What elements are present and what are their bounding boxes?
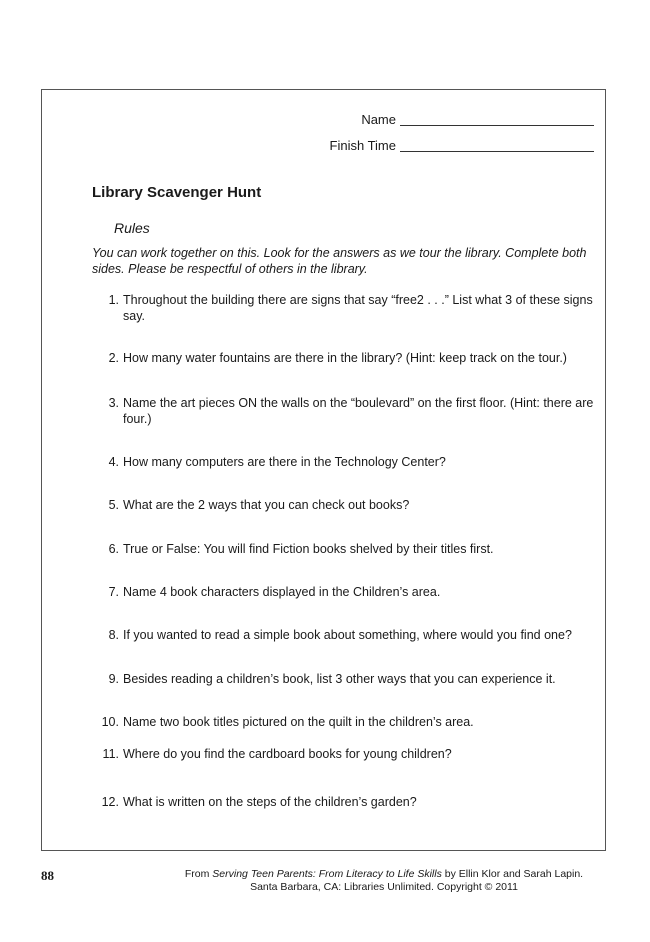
- question-text: Name the art pieces ON the walls on the “boulevard” on the first floor. (Hint: there are four.): [123, 396, 594, 426]
- question-text: How many computers are there in the Technology Center?: [123, 455, 446, 469]
- credit-publisher: Santa Barbara, CA: Libraries Unlimited. Copyright © 2011: [250, 881, 518, 893]
- name-field: [0, 112, 650, 128]
- question-number: 8.: [108, 628, 119, 642]
- question-text: Throughout the building there are signs that say “free2 . . .” List what 3 of these signs say.: [123, 293, 593, 323]
- question-text: Name two book titles pictured on the quilt in the children’s area.: [123, 715, 474, 729]
- question-text: If you wanted to read a simple book about something, where would you find one?: [123, 628, 572, 642]
- question-number: 12.: [101, 795, 119, 809]
- rules-heading: Rules: [114, 220, 150, 236]
- question-number: 10.: [101, 715, 119, 729]
- name-label: Name: [361, 112, 396, 127]
- finish-time-field: [0, 138, 650, 154]
- question-text: What is written on the steps of the children’s garden?: [123, 795, 417, 809]
- question-number: 2.: [108, 351, 119, 365]
- question-text: Where do you find the cardboard books for young children?: [123, 747, 452, 761]
- question-number: 5.: [108, 498, 119, 512]
- question-text: What are the 2 ways that you can check out books?: [123, 498, 410, 512]
- question-text: Besides reading a children’s book, list 3 other ways that you can experience it.: [123, 672, 556, 686]
- finish-time-label: Finish Time: [329, 138, 396, 153]
- name-line[interactable]: [400, 125, 594, 126]
- page-number: 88: [41, 868, 54, 883]
- question-number: 4.: [108, 455, 119, 469]
- question-number: 3.: [108, 396, 119, 410]
- question-number: 7.: [108, 585, 119, 599]
- question-text: True or False: You will find Fiction books shelved by their titles first.: [123, 542, 494, 556]
- credit-authors: by Ellin Klor and Sarah Lapin.: [441, 868, 584, 880]
- credit-book-title: Serving Teen Parents: From Literacy to Life Skills: [212, 868, 442, 880]
- question-number: 6.: [108, 542, 119, 556]
- question-number: 1.: [108, 293, 119, 307]
- rules-text: You can work together on this. Look for the answers as we tour the library. Complete both sides. Please be respectful of others in the library.: [92, 246, 587, 276]
- credit-prefix: From: [184, 868, 213, 880]
- source-credit: [150, 868, 618, 894]
- worksheet-frame: [41, 89, 606, 851]
- question-number: 9.: [108, 672, 119, 686]
- worksheet-title: Library Scavenger Hunt: [92, 184, 262, 201]
- finish-time-line[interactable]: [400, 151, 594, 152]
- question-number: 11.: [102, 747, 119, 761]
- question-text: How many water fountains are there in the library? (Hint: keep track on the tour.): [123, 351, 567, 365]
- question-text: Name 4 book characters displayed in the Children’s area.: [123, 585, 441, 599]
